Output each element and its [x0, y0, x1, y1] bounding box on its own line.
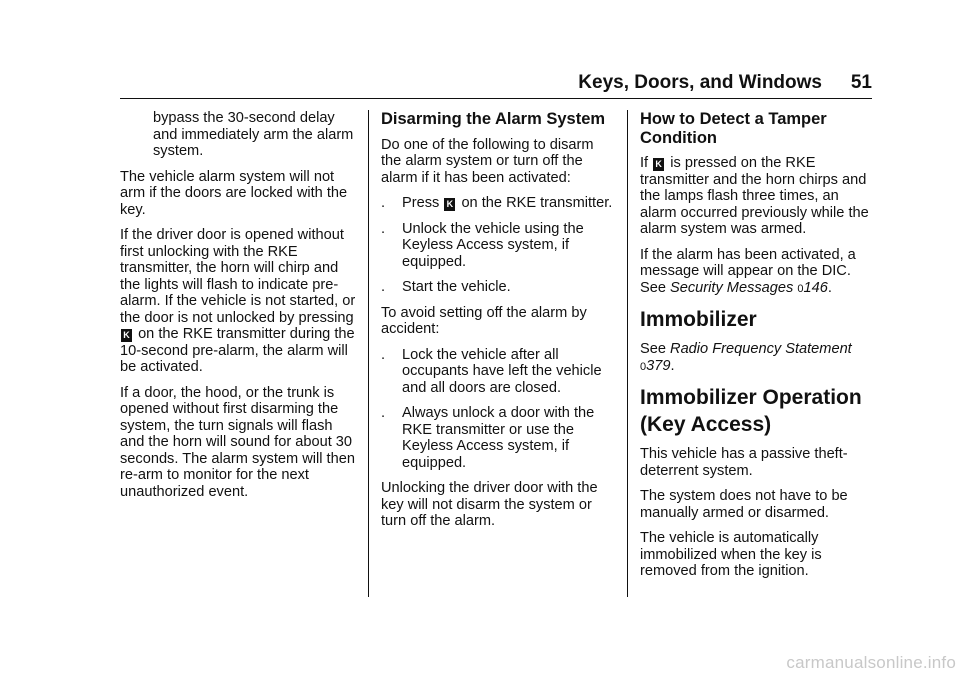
paragraph: The system does not have to be manually armed or disarmed. — [640, 488, 848, 521]
paragraph — [640, 155, 876, 238]
section-title: Keys, Doors, and Windows — [578, 72, 822, 93]
rke-lock-icon: K — [444, 198, 455, 211]
heading-immobilizer: Immobilizer — [640, 308, 757, 331]
paragraph: The vehicle is automatically immobilized when the key is removed from the ignition. — [640, 530, 822, 579]
paragraph: Do one of the following to disarm the alarm system or turn off the alarm if it has been activated: — [381, 136, 594, 186]
column-middle — [381, 110, 617, 539]
paragraph-text: If — [640, 155, 649, 171]
list-item-text: on the RKE transmitter. — [461, 195, 613, 211]
column-right — [640, 110, 876, 589]
list-item — [381, 195, 617, 212]
bullet: . — [381, 220, 386, 237]
bullet: . — [381, 405, 386, 421]
rke-lock-icon: K — [653, 158, 664, 171]
heading-disarming-alarm: Disarming the Alarm System — [381, 110, 606, 128]
cross-reference[interactable]: Radio Frequency Statement — [670, 341, 852, 357]
cross-reference[interactable]: Security Messages — [670, 279, 794, 296]
paragraph: If a door, the hood, or the trunk is opened without first disarming the system, the turn signals will flash and the horn will sound for about 30 seconds. The alarm system will then re-arm to monitor for the next unauthorized event. — [120, 384, 355, 500]
heading-immobilizer-operation: Immobilizer Operation (Key Access) — [640, 386, 862, 436]
bullet: . — [381, 195, 386, 211]
paragraph-text: is pressed on the RKE transmitter and the horn chirps and the lamps flash three times, an alarm occurred previously while the alarm system was armed. — [640, 155, 869, 237]
paragraph: The vehicle alarm system will not arm if the doors are locked with the key. — [120, 168, 348, 218]
bullet: . — [381, 346, 386, 363]
list-item-text: Start the vehicle. — [402, 279, 511, 295]
paragraph-text: on the RKE transmitter during the 10-second pre-alarm, the alarm will be activated. — [120, 326, 355, 375]
paragraph-text: See — [640, 341, 666, 357]
page-number: 51 — [850, 72, 872, 93]
paragraph: bypass the 30-second delay and immediately arm the alarm system. — [153, 110, 354, 159]
paragraph — [120, 227, 360, 376]
paragraph: This vehicle has a passive theft-deterrent system. — [640, 446, 848, 479]
cross-reference-page[interactable]: 146 — [803, 279, 828, 296]
column-divider — [368, 110, 369, 597]
disarm-list — [381, 195, 617, 296]
page-ref-arrow-icon: 0 — [640, 360, 647, 373]
heading-tamper-condition: How to Detect a Tamper Condition — [640, 110, 827, 147]
column-left — [120, 110, 360, 509]
list-item-text: Always unlock a door with the RKE transmitter or use the Keyless Access system, if equipped. — [402, 405, 595, 471]
bullet: . — [381, 279, 386, 295]
rke-lock-icon: K — [121, 329, 132, 342]
paragraph: If the alarm has been activated, a message will appear on the DIC. See Security Messages 0146. — [640, 246, 856, 296]
paragraph: To avoid setting off the alarm by accident: — [381, 304, 587, 337]
list-item — [381, 221, 617, 271]
list-item-text: Press — [402, 195, 440, 211]
column-divider — [627, 110, 628, 597]
avoid-list — [381, 347, 617, 472]
watermark: carmanualsonline.info — [786, 653, 956, 672]
paragraph-text: If the alarm has been activated, a message will appear on the DIC. See — [640, 246, 856, 296]
list-item — [381, 279, 617, 296]
paragraph-text: If the driver door is opened without first unlocking with the RKE transmitter, the horn will chirp and the lights will flash to indicate pre-alarm. If the vehicle is not started, or the door is not unlocked by pressing — [120, 227, 356, 326]
page-ref-arrow-icon: 0 — [797, 282, 804, 295]
paragraph: Unlocking the driver door with the key will not disarm the system or turn off the alarm. — [381, 480, 598, 529]
cross-reference-page[interactable]: 379 — [646, 357, 671, 374]
paragraph: See Radio Frequency Statement 0379. — [640, 341, 852, 374]
page-header — [120, 70, 872, 99]
list-item — [381, 347, 617, 397]
list-item — [381, 405, 617, 471]
list-item-text: Lock the vehicle after all occupants have left the vehicle and all doors are closed. — [402, 346, 602, 396]
list-item-text: Unlock the vehicle using the Keyless Access system, if equipped. — [402, 220, 584, 270]
